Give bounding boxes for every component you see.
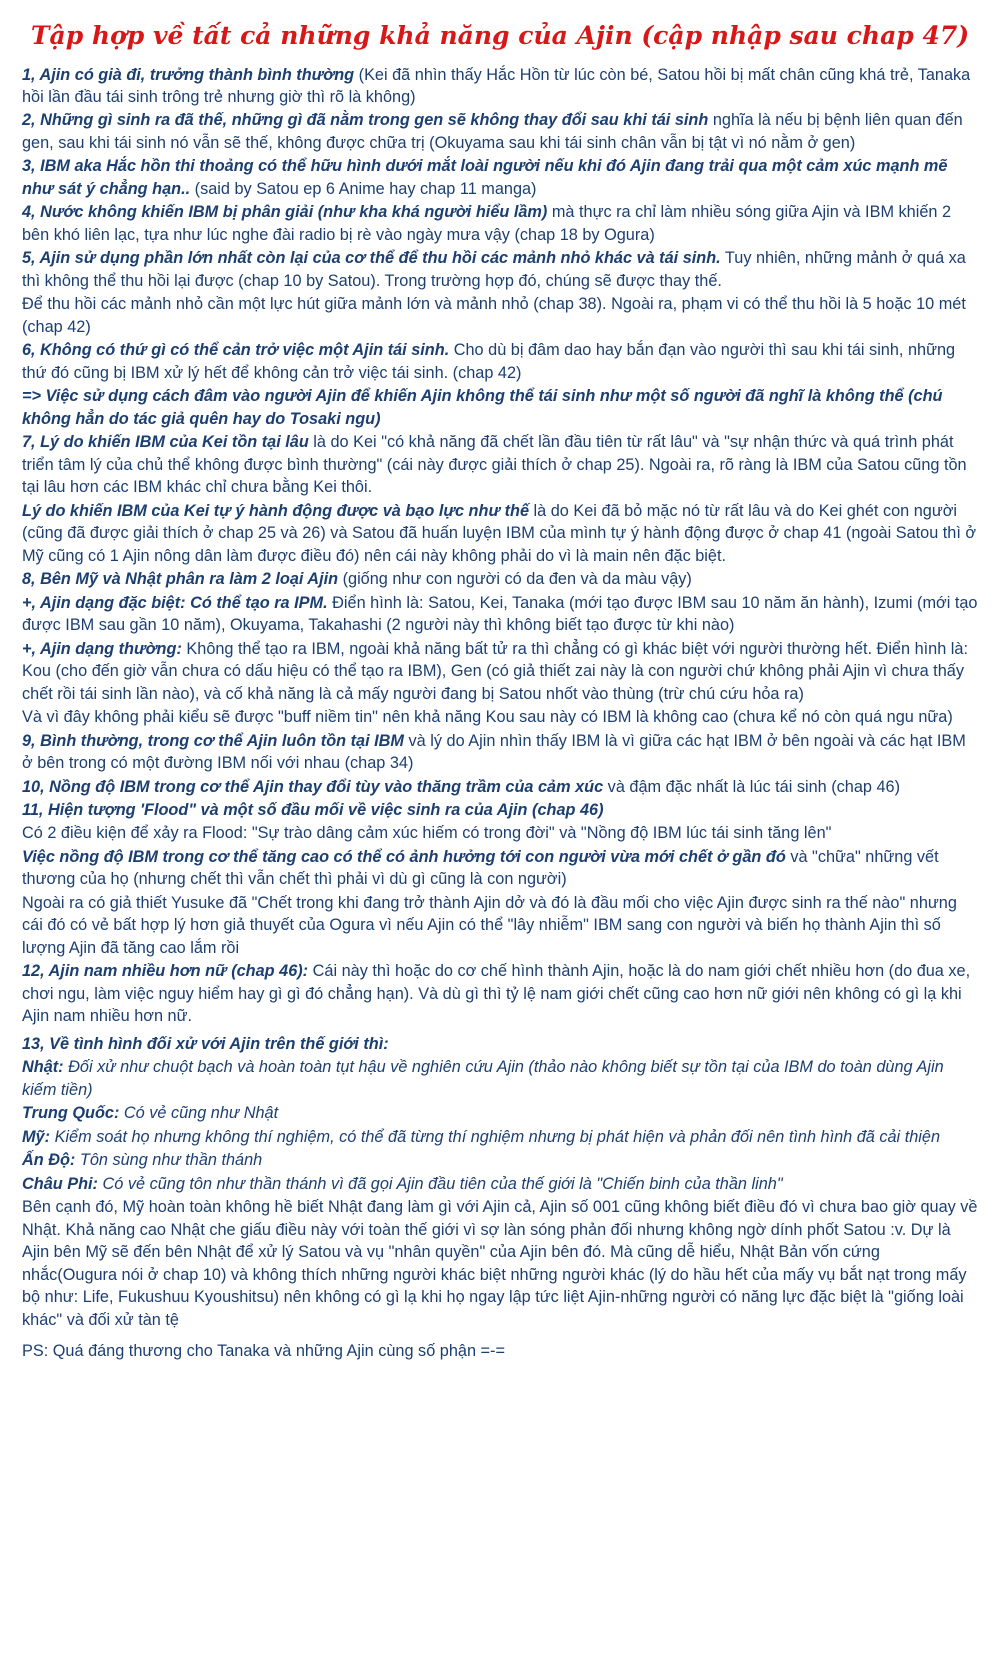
list-item (22, 799, 978, 821)
country-label: Châu Phi: (22, 1174, 98, 1193)
list-item (22, 201, 978, 246)
item-lead: 8, Bên Mỹ và Nhật phân ra làm 2 loại Ajin (22, 570, 339, 589)
list-item (22, 155, 978, 200)
list-item (22, 776, 978, 798)
item-lead: 1, Ajin có già đi, trưởng thành bình thường (22, 65, 355, 84)
item-rest: Không thể tạo ra IBM, ngoài khả năng bất tử ra thì chẳng có gì khác biệt với người thường hết. Điển hình là: Kou (cho đến giờ vẫn chưa có dấu hiệu có thể tạo ra IBM), Gen (có giả thiết zai này là con người chứ không phải Ajin vì chưa thấy chết rồi tái sinh lần nào), và cố khả năng là cả mấy người đang bị Satou nhốt vào thùng (trừ chú cứu hỏa ra) (22, 639, 968, 703)
item-rest: Điển hình là: Satou, Kei, Tanaka (mới tạo được IBM sau 10 năm ăn hành), Izumi (mới tạo được IBM sau gần 10 năm), Okuyama, Takahashi (2 người này thì không biết tạo được từ khi nào) (22, 593, 978, 635)
list-item (22, 892, 978, 959)
list-item (22, 500, 978, 567)
item-lead: 4, Nước không khiến IBM bị phân giải (như kha khá người hiểu lầm) (22, 203, 548, 222)
list-item (22, 385, 978, 430)
page-title: Tập hợp về tất cả những khả năng của Ajin (cập nhập sau chap 47) (30, 21, 970, 50)
country-entry (22, 1149, 978, 1171)
item-rest: là do Kei "có khả năng đã chết lần đầu tiên từ rất lâu" và "sự nhận thức và quá trình phát triển tâm lý của chủ thể không được bình thường" (cái này được giải thích ở chap 25). Ngoài ra, rõ ràng là IBM của Satou cũng tồn tại lâu hơn các IBM khác chỉ chưa bằng Kei thôi. (22, 433, 967, 497)
country-text: Đối xử như chuột bạch và hoàn toàn tụt hậu về nghiên cứu Ajin (thảo nào không biết sự tồn tại của IBM do toàn dùng Ajin kiếm tiền) (22, 1058, 944, 1099)
item-rest: nghĩa là nếu bị bệnh liên quan đến gen, sau khi tái sinh nó vẫn sẽ thế, không được chữa trị (Okuyama sau khi tái sinh chân vẫn bị tật vì nó nằm ở gen) (22, 111, 963, 152)
item-lead: +, Ajin dạng đặc biệt: Có thể tạo ra IPM. (22, 593, 328, 612)
country-text: Tôn sùng như thần thánh (75, 1151, 263, 1170)
item-rest: Tuy nhiên, những mảnh ở quá xa thì không thể thu hồi lại được (chap 10 by Satou). Trong trường hợp đó, chúng sẽ được thay thế. (22, 249, 966, 290)
item-lead: => Việc sử dụng cách đâm vào người Ajin để khiến Ajin không thể tái sinh như một số người đã nghĩ là không thể (chú không hẳn do tác giả quên hay do Tosaki ngu) (22, 387, 943, 428)
list-item (22, 846, 978, 891)
item-lead: 2, Những gì sinh ra đã thế, những gì đã nằm trong gen sẽ không thay đổi sau khi tái sinh (22, 111, 709, 130)
country-text: Kiểm soát họ nhưng không thí nghiệm, có thể đã từng thí nghiệm nhưng bị phát hiện và phản đối nên tình hình đã cải thiện (50, 1127, 941, 1146)
item-rest: Để thu hồi các mảnh nhỏ cần một lực hút giữa mảnh lớn và mảnh nhỏ (chap 38). Ngoài ra, phạm vi có thể thu hồi là 5 hoặc 10 mét (chap 42) (22, 295, 966, 336)
list-item (22, 1033, 978, 1055)
item-lead: Lý do khiến IBM của Kei tự ý hành động được và bạo lực như thế (22, 501, 530, 520)
list-item (22, 339, 978, 384)
item-lead: 11, Hiện tượng 'Flood" và một số đầu mối về việc sinh ra của Ajin (chap 46) (22, 801, 604, 819)
item-lead: 10, Nồng độ IBM trong cơ thể Ajin thay đổi tùy vào thăng trầm của cảm xúc (22, 777, 604, 796)
item-lead: 12, Ajin nam nhiều hơn nữ (chap 46): (22, 962, 309, 981)
country-text: Có vẻ cũng tôn như thần thánh vì đã gọi Ajin đầu tiên của thế giới là "Chiến binh của thần linh" (97, 1174, 783, 1193)
list-item (22, 64, 978, 109)
item-rest: Cái này thì hoặc do cơ chế hình thành Ajin, hoặc là do nam giới chết nhiều hơn (do đua xe, chơi ngu, làm việc nguy hiểm hay gì gì đó chẳng hạn). Và dù gì thì tỷ lệ nam giới chết cũng cao hơn nữ giới nên không có gì lạ khi Ajin nam nhiều hơn nữ. (22, 962, 971, 1026)
item-lead: 5, Ajin sử dụng phần lớn nhất còn lại của cơ thể để thu hồi các mảnh nhỏ khác và tái sinh. (22, 249, 721, 268)
country-entry (22, 1056, 978, 1101)
list-item (22, 730, 978, 775)
item-rest: là do Kei đã bỏ mặc nó từ rất lâu và do Kei ghét con người (cũng đã được giải thích ở chap 25 và 26) và Satou đã huấn luyện IBM của mình tự ý hành động được ở chap 41 (ngoài Satou thì ở Mỹ cũng có 1 Ajin nông dân làm được điều đó) nên cái này không phải do vì là main nên đặc biệt. (22, 501, 977, 565)
item-lead: 6, Không có thứ gì có thể cản trở việc một Ajin tái sinh. (22, 341, 450, 360)
list-item (22, 638, 978, 705)
item-rest: mà thực ra chỉ làm nhiều sóng giữa Ajin và IBM khiến 2 bên khó liên lạc, tựa như lúc nghe đài radio bị rè vào ngày mưa vậy (chap 18 by Ogura) (22, 203, 952, 244)
closing-paragraph: Bên cạnh đó, Mỹ hoàn toàn không hề biết Nhật đang làm gì với Ajin cả, Ajin số 001 cũng không biết điều đó vì chưa bao giờ quay về Nhật. Khả năng cao Nhật che giấu điều này với toàn thế giới vì sợ làn sóng phản đối nhưng không ngờ dính phốt Satou :v. Dự là Ajin bên Mỹ sẽ đến bên Nhật để xử lý Satou và vụ "nhân quyền" của Ajin bên đó. Mà cũng dễ hiểu, Nhật Bản vốn cứng nhắc(Ougura nói ở chap 10) và không thích những người khác biệt những người khác (lý do hầu hết của mấy vụ bắt nạt trong mấy bộ như: Life, Fukushuu Kyoushitsu) nên không có gì lạ khi họ ngay lập tức liệt Ajin-những người có năng lực đặc biệt là "giống loài khác" và đối xử tàn tệ (22, 1198, 978, 1329)
item-rest: Ngoài ra có giả thiết Yusuke đã "Chết trong khi đang trở thành Ajin dở và đó là đầu mối cho việc Ajin được sinh ra thế nào" nhưng cái đó có vẻ bất hợp lý hơn giả thuyết của Ogura vì nếu Ajin có thể "lây nhiễm" IBM sang con người và biến họ thành Ajin thì số lượng Ajin đã tăng cao lắm rồi (22, 893, 957, 957)
country-entry (22, 1126, 978, 1148)
item-rest: Cho dù bị đâm dao hay bắn đạn vào người thì sau khi tái sinh, những thứ đó cũng bị IBM xử lý hết để không cản trở việc tái sinh. (chap 42) (22, 341, 956, 382)
country-label: Mỹ: (22, 1127, 51, 1146)
country-label: Nhật: (22, 1058, 64, 1077)
list-item (22, 822, 978, 844)
country-label: Trung Quốc: (22, 1104, 120, 1123)
item-lead: 7, Lý do khiến IBM của Kei tồn tại lâu (22, 433, 309, 452)
list-item (22, 247, 978, 292)
item-rest: và đậm đặc nhất là lúc tái sinh (chap 46) (603, 777, 901, 796)
item-lead: 13, Về tình hình đối xử với Ajin trên thế giới thì: (22, 1034, 389, 1053)
item-rest: Có 2 điều kiện để xảy ra Flood: "Sự trào dâng cảm xúc hiếm có trong đời" và "Nồng độ IBM lúc tái sinh tăng lên" (22, 824, 832, 843)
item-lead: Việc nồng độ IBM trong cơ thể tăng cao có thể có ảnh hưởng tới con người vừa mới chết ở gần đó (22, 847, 786, 866)
country-entry (22, 1102, 978, 1124)
ps-note: PS: Quá đáng thương cho Tanaka và những Ajin cùng số phận =-= (22, 1342, 505, 1361)
list-item (22, 960, 978, 1027)
item-rest: Và vì đây không phải kiểu sẽ được "buff niềm tin" nên khả năng Kou sau này có IBM là không cao (chưa kể nó còn quá ngu nữa) (22, 708, 953, 727)
item-lead: 3, IBM aka Hắc hồn thi thoảng có thể hữu hình dưới mắt loài người nếu khi đó Ajin đang trải qua một cảm xúc mạnh mẽ như sát ý chẳng hạn.. (22, 157, 948, 198)
list-item (22, 293, 978, 338)
list-item (22, 568, 978, 590)
item-rest: và lý do Ajin nhìn thấy IBM là vì giữa các hạt IBM ở bên ngoài và các hạt IBM ở bên trong có một đường IBM nối với nhau (chap 34) (22, 731, 966, 773)
list-item (22, 109, 978, 154)
item-lead: 9, Bình thường, trong cơ thể Ajin luôn tồn tại IBM (22, 731, 404, 750)
list-item (22, 431, 978, 498)
item-rest: (said by Satou ep 6 Anime hay chap 11 manga) (190, 179, 537, 198)
item-rest: (giống như con người có da đen và da màu vậy) (338, 570, 692, 589)
item-lead: +, Ajin dạng thường: (22, 639, 182, 658)
list-item (22, 706, 978, 728)
item-rest: và "chữa" những vết thương của họ (nhưng chết thì vẫn chết thì phải vì dù gì cũng là con người) (22, 847, 939, 889)
item-rest: (Kei đã nhìn thấy Hắc Hồn từ lúc còn bé, Satou hồi bị mất chân cũng khá trẻ, Tanaka hồi lần đầu tái sinh trông trẻ nhưng giờ thì rõ là không) (22, 65, 971, 106)
country-label: Ấn Độ: (22, 1151, 76, 1170)
country-entry (22, 1173, 978, 1195)
country-text: Có vẻ cũng như Nhật (119, 1104, 279, 1123)
document-body (22, 64, 978, 1363)
list-item (22, 592, 978, 637)
